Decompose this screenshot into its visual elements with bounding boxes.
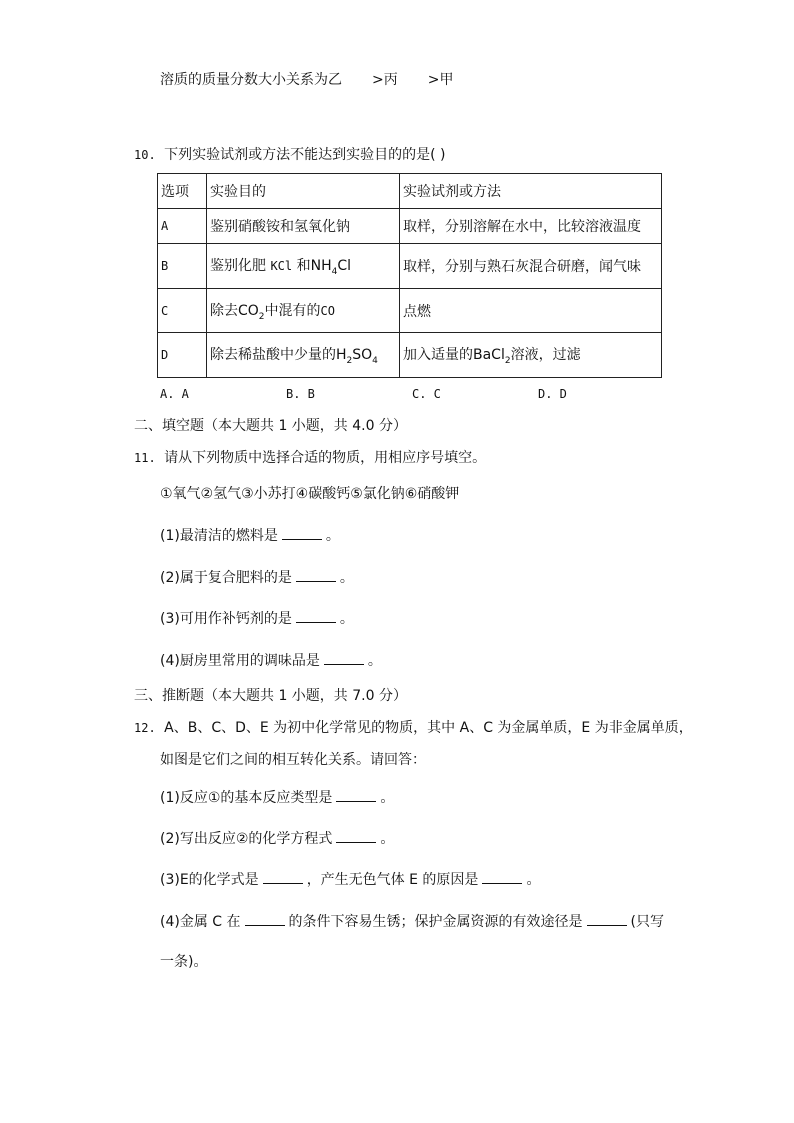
row-d-purpose-b: SO bbox=[352, 347, 373, 364]
q10-option-c[interactable]: C. C bbox=[412, 387, 441, 401]
q12-sub2-blank[interactable] bbox=[336, 828, 376, 843]
q11-sub1 bbox=[160, 525, 340, 546]
q12-text-line2: 如图是它们之间的相互转化关系。请回答： bbox=[160, 752, 426, 768]
q11-sub2-blank[interactable] bbox=[296, 567, 336, 582]
table-row bbox=[158, 333, 662, 378]
row-d-purpose-a: 除去稀盐酸中少量的H bbox=[210, 347, 347, 364]
row-d-purpose bbox=[207, 333, 400, 378]
q11-sub2 bbox=[160, 567, 354, 588]
row-a-method: 取样，分别溶解在水中，比较溶液温度 bbox=[400, 209, 662, 244]
q11-number: 11. bbox=[134, 451, 156, 465]
row-d-option: D bbox=[158, 333, 207, 378]
q12-sub1-end: 。 bbox=[380, 790, 395, 806]
q12-sub3-blank-1[interactable] bbox=[263, 869, 303, 884]
q10-option-b[interactable]: B. B bbox=[286, 387, 315, 401]
q11-list: ①氧气②氢气③小苏打④碳酸钙⑤氯化钠⑥硝酸钾 bbox=[160, 486, 460, 502]
table-row bbox=[158, 289, 662, 333]
q12-sub3-end: 。 bbox=[526, 872, 541, 888]
q11-sub2-end: 。 bbox=[339, 570, 354, 586]
header-method: 实验试剂或方法 bbox=[400, 174, 662, 209]
q12-sub4-cont: 一条)。 bbox=[160, 954, 208, 970]
row-d-method-b: 溶液，过滤 bbox=[510, 347, 581, 364]
q12-sub3-text-a: (3)E的化学式是 bbox=[160, 872, 259, 888]
row-c-purpose-a: 除去CO bbox=[210, 302, 259, 319]
q12-sub3-text-b: ，产生无色气体 E 的原因是 bbox=[306, 872, 479, 888]
q10-stem bbox=[134, 145, 446, 165]
q12-number: 12. bbox=[134, 721, 156, 735]
q12-sub3 bbox=[160, 869, 540, 890]
q11-text: 请从下列物质中选择合适的物质，用相应序号填空。 bbox=[164, 450, 487, 466]
section-2-title: 二、填空题（本大题共 1 小题，共 4.0 分） bbox=[134, 418, 407, 434]
row-b-purpose-c: 和NH bbox=[292, 258, 332, 275]
row-a-purpose: 鉴别硝酸铵和氢氧化钠 bbox=[207, 209, 400, 244]
row-d-purpose-sub1: 2 bbox=[346, 355, 353, 366]
q12-sub2 bbox=[160, 828, 394, 849]
q12-sub4-blank-2[interactable] bbox=[587, 911, 627, 926]
q10-option-a[interactable]: A. A bbox=[160, 387, 189, 401]
q11-sub1-text: (1)最清洁的燃料是 bbox=[160, 528, 278, 544]
q9-tail-line bbox=[160, 70, 453, 90]
row-b-method: 取样，分别与熟石灰混合研磨，闻气味 bbox=[400, 244, 662, 289]
q10-text: 下列实验试剂或方法不能达到实验目的的是( ) bbox=[164, 147, 446, 163]
q10-number: 10. bbox=[134, 148, 156, 162]
q11-sub4-blank[interactable] bbox=[324, 650, 364, 665]
q12-sub4 bbox=[160, 911, 664, 932]
q11-sub3-end: 。 bbox=[339, 611, 354, 627]
q12-stem-line1 bbox=[134, 718, 693, 738]
table-row bbox=[158, 209, 662, 244]
row-d-purpose-sub2: 4 bbox=[372, 355, 378, 366]
row-b-purpose-d: Cl bbox=[337, 258, 351, 275]
row-c-option: C bbox=[158, 289, 207, 333]
q12-sub4-text-a: (4)金属 C 在 bbox=[160, 914, 241, 930]
section-3-title: 三、推断题（本大题共 1 小题，共 7.0 分） bbox=[134, 688, 407, 704]
q12-text-line1: A、B、C、D、E 为初中化学常见的物质，其中 A、C 为金属单质，E 为非金属单质， bbox=[164, 720, 693, 736]
q12-sub1-text: (1)反应①的基本反应类型是 bbox=[160, 790, 333, 806]
q10-option-d[interactable]: D. D bbox=[538, 387, 567, 401]
row-c-method: 点燃 bbox=[400, 289, 662, 333]
row-c-purpose-c: CO bbox=[320, 303, 335, 318]
row-d-method-sub: 2 bbox=[504, 355, 511, 366]
row-c-purpose-sub: 2 bbox=[258, 311, 265, 322]
q9-tail-part3: >甲 bbox=[427, 72, 454, 88]
row-b-purpose-a: 鉴别化肥 bbox=[210, 258, 271, 275]
row-b-option: B bbox=[158, 244, 207, 289]
table-header-row bbox=[158, 174, 662, 209]
q11-sub2-text: (2)属于复合肥料的是 bbox=[160, 570, 292, 586]
q12-sub4-text-b: 的条件下容易生锈；保护金属资源的有效途径是 bbox=[288, 914, 583, 930]
table-row bbox=[158, 244, 662, 289]
row-c-purpose bbox=[207, 289, 400, 333]
row-c-purpose-b: 中混有的 bbox=[264, 302, 321, 319]
q11-sub3-text: (3)可用作补钙剂的是 bbox=[160, 611, 292, 627]
q11-sub1-end: 。 bbox=[325, 528, 340, 544]
q11-sub3-blank[interactable] bbox=[296, 608, 336, 623]
q12-sub1 bbox=[160, 787, 394, 808]
row-b-purpose-sub: 4 bbox=[331, 266, 338, 277]
q11-sub3 bbox=[160, 608, 354, 629]
q11-sub4-end: 。 bbox=[367, 653, 382, 669]
q12-sub2-text: (2)写出反应②的化学方程式 bbox=[160, 831, 333, 847]
q11-sub4 bbox=[160, 650, 382, 671]
row-b-purpose-b: KCl bbox=[270, 259, 293, 274]
header-option: 选项 bbox=[158, 174, 207, 209]
q10-table bbox=[157, 173, 662, 378]
q12-sub3-blank-2[interactable] bbox=[482, 869, 522, 884]
q11-stem bbox=[134, 448, 486, 468]
q9-tail-part2: >丙 bbox=[372, 72, 398, 88]
q12-sub2-end: 。 bbox=[380, 831, 395, 847]
q11-sub1-blank[interactable] bbox=[282, 525, 322, 540]
q12-sub4-blank-1[interactable] bbox=[245, 911, 285, 926]
q12-sub1-blank[interactable] bbox=[336, 787, 376, 802]
q9-tail-prefix: 溶质的质量分数大小关系为乙 bbox=[160, 72, 342, 88]
q11-sub4-text: (4)厨房里常用的调味品是 bbox=[160, 653, 320, 669]
row-b-purpose bbox=[207, 244, 400, 289]
header-purpose: 实验目的 bbox=[207, 174, 400, 209]
q12-sub4-text-c: (只写 bbox=[630, 914, 664, 930]
row-d-method bbox=[400, 333, 662, 378]
row-a-option: A bbox=[158, 209, 207, 244]
row-d-method-a: 加入适量的BaCl bbox=[403, 347, 505, 364]
